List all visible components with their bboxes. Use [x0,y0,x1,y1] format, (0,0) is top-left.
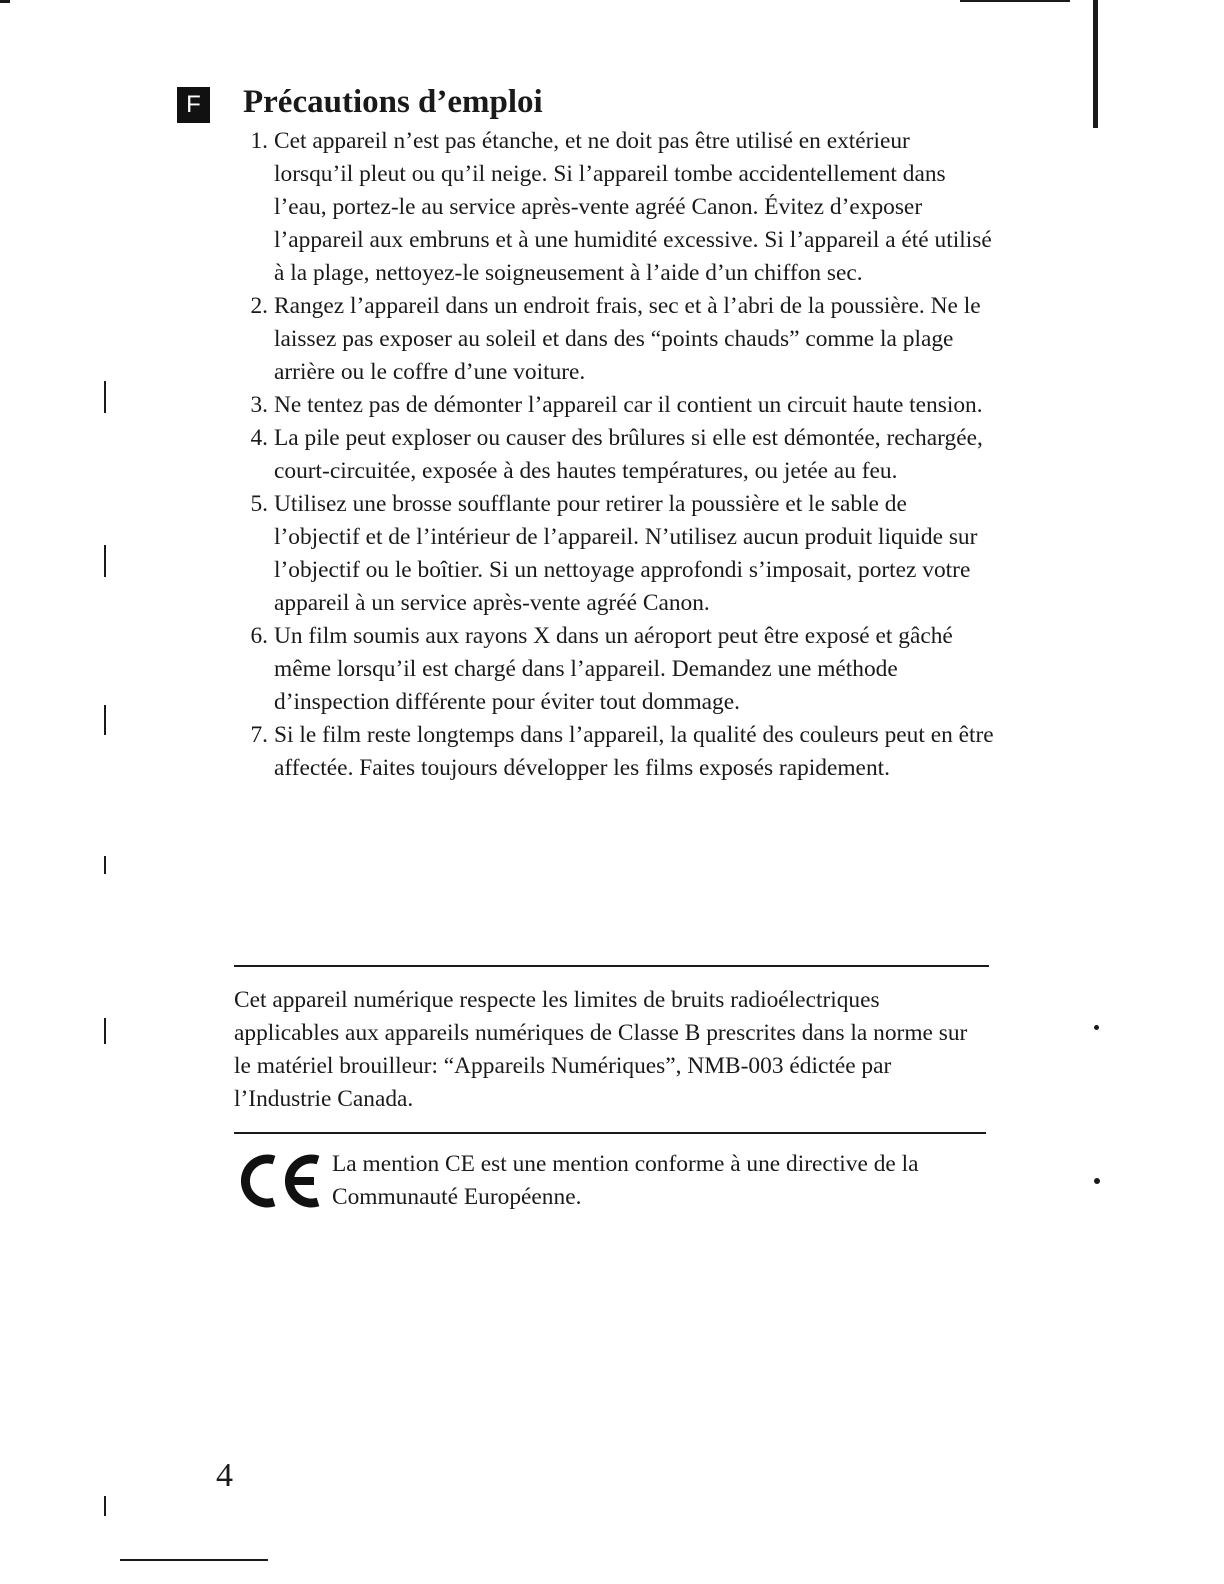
scan-margin-tick [104,856,106,874]
list-item-text: Ne tentez pas de démonter l’appareil car il contient un circuit haute tension. [274,392,983,418]
list-item-number: 2. [250,293,268,319]
list-item [234,488,994,620]
list-item-number: 7. [250,722,268,748]
list-item-text: Si le film reste longtemps dans l’appareil, la qualité des couleurs peut en être affectée. Faites toujours développer les films exposés rapidement. [274,722,994,781]
language-badge: F [177,87,210,123]
list-item [234,290,994,389]
scan-edge-line-right [1093,0,1098,128]
page-number: 4 [216,1457,233,1494]
scan-margin-dot [1094,1178,1100,1184]
list-item-text: Utilisez une brosse soufflante pour retirer la poussière et le sable de l’objectif et de l’intérieur de l’appareil. N’utilisez aucun produit liquide sur l’objectif ou le boîtier. Si un nettoyage approfondi s’imposait, portez votre appareil à un service après-vente agréé Canon. [274,491,978,616]
ce-notice [236,1148,996,1218]
list-item-number: 1. [250,128,268,154]
scan-margin-dot [1094,1025,1099,1030]
divider-rule [234,1132,986,1134]
scan-margin-tick [104,705,106,735]
list-item [234,125,994,290]
scan-edge-mark-top-left [0,0,10,3]
ce-notice-text: La mention CE est une mention conforme à une directive de la Communauté Européenne. [332,1151,919,1210]
list-item-text: Cet appareil n’est pas étanche, et ne doit pas être utilisé en extérieur lorsqu’il pleut ou qu’il neige. Si l’appareil tombe accidentellement dans l’eau, portez-le au service après-vente agréé Canon. Évitez d’exposer l’appareil aux embruns et à une humidité excessive. Si l’appareil a été utilisé à la plage, nettoyez-le soigneusement à l’aide d’un chiffon sec. [274,128,992,286]
list-item-text: La pile peut exploser ou causer des brûlures si elle est démontée, rechargée, court-circuitée, exposée à des hautes températures, ou jetée au feu. [274,425,983,484]
divider-rule [234,965,989,967]
list-item [234,389,994,422]
list-item [234,620,994,719]
list-item-number: 3. [250,392,268,418]
list-item [234,719,994,785]
list-item-number: 5. [250,491,268,517]
section-title: Précautions d’emploi [243,84,543,120]
scan-edge-line-top [960,0,1070,2]
list-item-text: Rangez l’appareil dans un endroit frais, sec et à l’abri de la poussière. Ne le laissez pas exposer au soleil et dans des “points chauds” comme la plage arrière ou le coffre d’une voiture. [274,293,981,385]
precautions-list [234,125,994,785]
scan-edge-line-bottom [120,1559,268,1561]
list-item-text: Un film soumis aux rayons X dans un aéroport peut être exposé et gâché même lorsqu’il est chargé dans l’appareil. Demandez une méthode d’inspection différente pour éviter tout dommage. [274,623,953,715]
scan-margin-tick [104,1496,106,1516]
list-item-number: 4. [250,425,268,451]
scan-margin-tick [104,1018,106,1044]
scan-margin-tick [104,545,106,577]
scan-margin-tick [104,381,106,413]
list-item [234,422,994,488]
list-item-number: 6. [250,623,268,649]
ce-mark-icon [236,1150,322,1212]
canada-compliance-notice: Cet appareil numérique respecte les limites de bruits radioélectriques applicables aux appareils numériques de Classe B prescrites dans la norme sur le matériel brouilleur: “Appareils Numériques”, NMB-003 édictée par l’Industrie Canada. [234,987,968,1112]
